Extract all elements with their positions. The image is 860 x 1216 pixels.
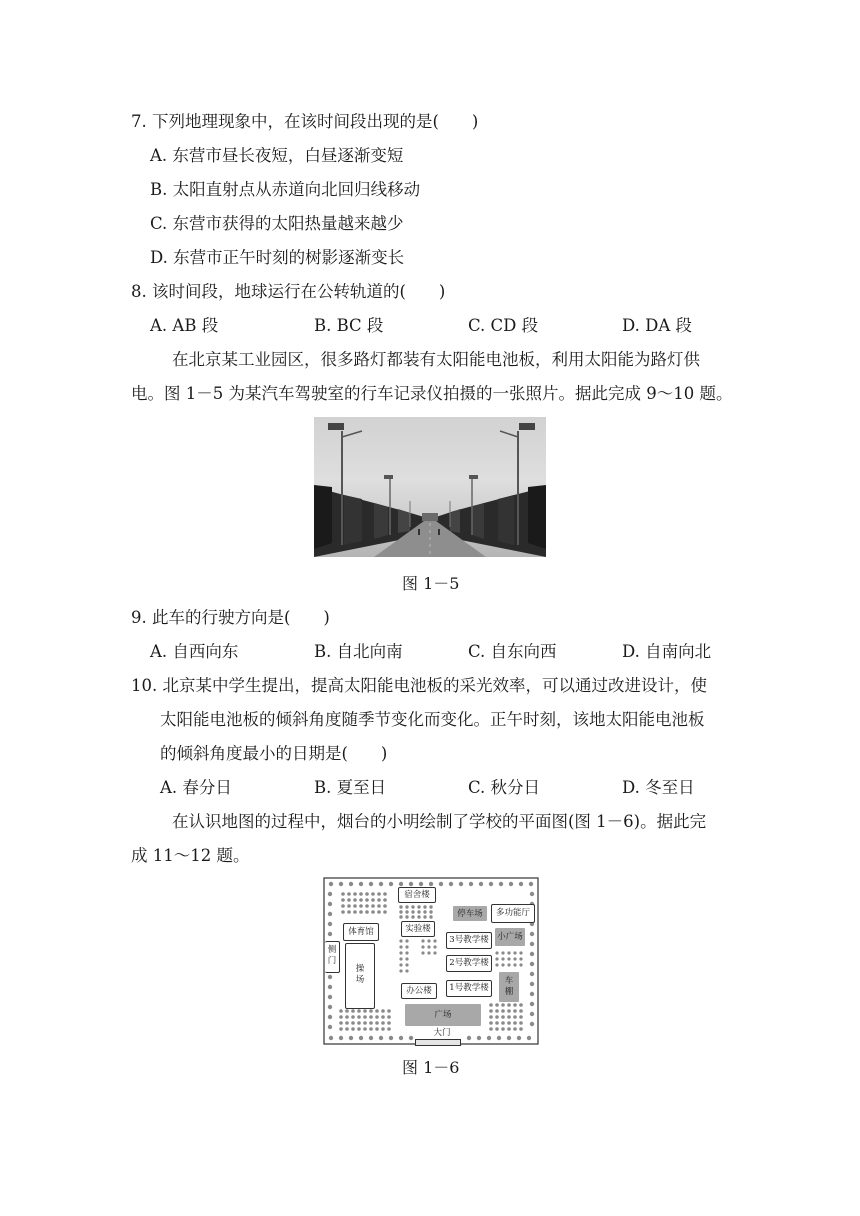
tree-dot	[479, 882, 483, 886]
question-9-option-c: C. 自东向西	[468, 642, 557, 661]
tree-dot	[347, 892, 351, 896]
tree-dot	[489, 1003, 493, 1007]
tree-dot	[379, 1036, 383, 1040]
tree-dot	[421, 945, 424, 948]
teaching-building-1	[446, 980, 492, 997]
tree-dot	[399, 1036, 403, 1040]
tree-dot	[507, 1009, 511, 1013]
tree-dot	[371, 904, 375, 908]
tree-dot	[371, 910, 375, 914]
tree-dot	[507, 1003, 511, 1007]
tree-dot	[347, 904, 351, 908]
tree-dot	[357, 1009, 361, 1013]
question-8-option-a: A. AB 段	[150, 316, 219, 335]
question-10-option-c: C. 秋分日	[468, 778, 541, 797]
tree-dot	[495, 1027, 499, 1031]
tree-dot	[328, 922, 332, 926]
tree-dot	[347, 910, 351, 914]
tree-dot	[369, 1009, 373, 1013]
tree-dot	[519, 957, 522, 960]
tree-dot	[530, 1012, 534, 1016]
tree-dot	[423, 910, 426, 913]
tree-dot	[513, 1021, 517, 1025]
question-8-option-c: C. CD 段	[468, 316, 539, 335]
tree-dot	[513, 1009, 517, 1013]
tree-dot	[507, 1036, 511, 1040]
tree-dot	[507, 1015, 511, 1019]
tree-dot	[429, 905, 432, 908]
question-7-stem: 7. 下列地理现象中，在该时间段出现的是( )	[131, 112, 479, 131]
teaching-building-2-label: 2号教学楼	[449, 958, 489, 968]
tree-dot	[339, 882, 343, 886]
tree-dot	[353, 892, 357, 896]
tree-dot	[365, 904, 369, 908]
tree-dot	[381, 1015, 385, 1019]
tree-dot	[399, 939, 402, 942]
question-10-stem-line-2: 太阳能电池板的倾斜角度随季节变化而变化。正午时刻，该地太阳能电池板	[160, 710, 705, 729]
tree-dot	[530, 1022, 534, 1026]
tree-dot	[519, 1015, 523, 1019]
question-9-option-b: B. 自北向南	[314, 642, 403, 661]
tree-dot	[489, 882, 493, 886]
tree-dot	[507, 1027, 511, 1031]
tree-dot	[405, 957, 408, 960]
tree-dot	[363, 1009, 367, 1013]
tree-dot	[411, 910, 414, 913]
tree-dot	[513, 951, 516, 954]
tree-dot	[530, 942, 534, 946]
tree-dot	[351, 1027, 355, 1031]
bike-shed	[499, 972, 519, 1002]
tree-dot	[357, 1015, 361, 1019]
tree-dot	[381, 1021, 385, 1025]
tree-dot	[495, 957, 498, 960]
tree-dot	[495, 1021, 499, 1025]
tree-dot	[375, 1015, 379, 1019]
school-plan-map	[323, 877, 539, 1045]
tree-dot	[328, 995, 332, 999]
tree-dot	[375, 1009, 379, 1013]
tree-dot	[389, 1036, 393, 1040]
tree-dot	[530, 962, 534, 966]
tree-dot	[501, 1027, 505, 1031]
tree-dot	[501, 1003, 505, 1007]
tree-dot	[499, 882, 503, 886]
tree-dot	[399, 945, 402, 948]
tree-dot	[329, 1036, 333, 1040]
tree-dot	[377, 904, 381, 908]
tree-dot	[383, 892, 387, 896]
gymnasium	[343, 923, 379, 941]
tree-dot	[328, 912, 332, 916]
tree-dot	[399, 915, 402, 918]
multipurpose-hall	[491, 904, 535, 923]
tree-dot	[387, 1021, 391, 1025]
tree-dot	[489, 1021, 493, 1025]
figure-1-5-caption: 图 1－5	[402, 574, 460, 593]
tree-dot	[328, 975, 332, 979]
tree-dot	[328, 932, 332, 936]
tree-dot	[417, 910, 420, 913]
tree-dot	[377, 892, 381, 896]
multipurpose-hall-label: 多功能厅	[495, 908, 530, 918]
teaching-building-3-label: 3号教学楼	[449, 935, 489, 945]
tree-dot	[377, 898, 381, 902]
question-7-option-a: A. 东营市昼长夜短，白昼逐渐变短	[150, 146, 404, 165]
tree-dot	[359, 910, 363, 914]
tree-dot	[387, 1027, 391, 1031]
tree-dot	[419, 882, 423, 886]
tree-dot	[383, 898, 387, 902]
tree-dot	[345, 1027, 349, 1031]
tree-dot	[328, 985, 332, 989]
question-10-stem-line-1: 10. 北京某中学生提出，提高太阳能电池板的采光效率，可以通过改进设计，使	[131, 676, 707, 695]
tree-dot	[467, 1036, 471, 1040]
question-8-option-b: B. BC 段	[314, 316, 384, 335]
tree-dot	[387, 1015, 391, 1019]
tree-dot	[399, 957, 402, 960]
tree-dot	[365, 898, 369, 902]
playground-label: 操场	[355, 964, 365, 985]
tree-dot	[489, 1015, 493, 1019]
tree-dot	[417, 915, 420, 918]
tree-dot	[429, 882, 433, 886]
tree-dot	[507, 1021, 511, 1025]
dormitory-building	[398, 887, 436, 903]
tree-dot	[359, 1036, 363, 1040]
office-building	[401, 983, 437, 999]
tree-dot	[513, 1003, 517, 1007]
tree-dot	[328, 892, 332, 896]
tree-dot	[329, 882, 333, 886]
tree-dot	[405, 969, 408, 972]
tree-dot	[405, 905, 408, 908]
tree-dot	[530, 932, 534, 936]
tree-dot	[359, 904, 363, 908]
question-10-option-a: A. 春分日	[160, 778, 232, 797]
tree-dot	[381, 1009, 385, 1013]
tree-dot	[527, 1036, 531, 1040]
street-lamp-photo	[314, 417, 546, 557]
tree-dot	[433, 951, 436, 954]
question-9-option-a: A. 自西向东	[150, 642, 239, 661]
passage-2-line-2: 成 11～12 题。	[131, 846, 250, 865]
tree-dot	[507, 951, 510, 954]
tree-dot	[495, 1015, 499, 1019]
passage-1-line-1: 在北京某工业园区，很多路灯都装有太阳能电池板，利用太阳能为路灯供	[172, 350, 700, 369]
tree-dot	[383, 904, 387, 908]
lab-building-label: 实验楼	[405, 924, 431, 934]
playground	[345, 943, 375, 1009]
tree-dot	[421, 939, 424, 942]
tree-dot	[399, 963, 402, 966]
question-7-option-c: C. 东营市获得的太阳热量越来越少	[150, 214, 404, 233]
tree-dot	[501, 963, 504, 966]
tree-dot	[359, 892, 363, 896]
tree-dot	[501, 957, 504, 960]
tree-dot	[347, 898, 351, 902]
tree-dot	[519, 1021, 523, 1025]
tree-dot	[507, 957, 510, 960]
tree-dot	[530, 992, 534, 996]
tree-dot	[345, 1009, 349, 1013]
tree-dot	[411, 905, 414, 908]
tree-dot	[429, 915, 432, 918]
tree-dot	[379, 882, 383, 886]
tree-dot	[519, 951, 522, 954]
tree-dot	[353, 898, 357, 902]
main-gate	[415, 1039, 461, 1046]
tree-dot	[513, 963, 516, 966]
tree-dot	[341, 910, 345, 914]
tree-dot	[399, 969, 402, 972]
tree-dot	[328, 1015, 332, 1019]
tree-dot	[487, 1036, 491, 1040]
question-7-option-d: D. 东营市正午时刻的树影逐渐变长	[150, 248, 405, 267]
tree-dot	[469, 882, 473, 886]
tree-dot	[359, 882, 363, 886]
tree-dot	[328, 1025, 332, 1029]
question-8-option-d: D. DA 段	[622, 316, 693, 335]
tree-dot	[459, 882, 463, 886]
tree-dot	[383, 910, 387, 914]
tree-dot	[399, 910, 402, 913]
tree-dot	[513, 1015, 517, 1019]
dormitory-label: 宿舍楼	[404, 890, 430, 900]
tree-dot	[375, 1021, 379, 1025]
tree-dot	[405, 963, 408, 966]
tree-dot	[339, 1009, 343, 1013]
tree-dot	[519, 882, 523, 886]
tree-dot	[501, 951, 504, 954]
tree-dot	[351, 1015, 355, 1019]
tree-dot	[509, 882, 513, 886]
tree-dot	[328, 902, 332, 906]
tree-dot	[399, 905, 402, 908]
tree-dot	[387, 1009, 391, 1013]
question-9-stem: 9. 此车的行驶方向是( )	[131, 608, 330, 627]
tree-dot	[369, 1027, 373, 1031]
office-building-label: 办公楼	[406, 986, 432, 996]
question-9-option-d: D. 自南向北	[622, 642, 712, 661]
tree-dot	[341, 898, 345, 902]
tree-dot	[433, 939, 436, 942]
parking-label: 停车场	[457, 909, 483, 919]
tree-dot	[495, 951, 498, 954]
tree-dot	[517, 1036, 521, 1040]
side-gate	[325, 941, 340, 973]
tree-dot	[405, 939, 408, 942]
tree-dot	[507, 963, 510, 966]
side-gate-label: 侧门	[327, 945, 337, 966]
tree-dot	[501, 1009, 505, 1013]
tree-dot	[375, 1027, 379, 1031]
lab-building	[401, 921, 435, 937]
tree-dot	[405, 951, 408, 954]
tree-dot	[369, 1021, 373, 1025]
tree-dot	[369, 1036, 373, 1040]
tree-dot	[439, 882, 443, 886]
tree-dot	[427, 939, 430, 942]
tree-dot	[495, 963, 498, 966]
tree-dot	[341, 892, 345, 896]
tree-dot	[409, 882, 413, 886]
teaching-building-3	[446, 932, 492, 949]
tree-dot	[359, 898, 363, 902]
tree-dot	[339, 1015, 343, 1019]
parking-lot	[453, 906, 487, 921]
tree-dot	[519, 1027, 523, 1031]
teaching-building-2	[446, 955, 492, 972]
main-square	[405, 1004, 481, 1026]
tree-dot	[357, 1021, 361, 1025]
street-photo-drawing	[314, 417, 546, 557]
tree-dot	[353, 910, 357, 914]
bike-shed-label: 车棚	[504, 976, 514, 997]
tree-dot	[495, 1003, 499, 1007]
tree-dot	[369, 882, 373, 886]
tree-dot	[449, 882, 453, 886]
tree-dot	[519, 1009, 523, 1013]
tree-dot	[371, 892, 375, 896]
tree-dot	[423, 915, 426, 918]
tree-dot	[399, 882, 403, 886]
tree-dot	[349, 1036, 353, 1040]
tree-dot	[495, 1009, 499, 1013]
question-10-option-d: D. 冬至日	[622, 778, 695, 797]
tree-dot	[501, 1015, 505, 1019]
tree-dot	[381, 1027, 385, 1031]
tree-dot	[489, 1009, 493, 1013]
tree-dot	[405, 945, 408, 948]
passage-2-line-1: 在认识地图的过程中，烟台的小明绘制了学校的平面图(图 1－6)。据此完	[172, 812, 707, 831]
tree-dot	[409, 1036, 413, 1040]
tree-dot	[417, 905, 420, 908]
tree-dot	[433, 945, 436, 948]
question-7-option-b: B. 太阳直射点从赤道向北回归线移动	[150, 180, 421, 199]
question-8-stem: 8. 该时间段，地球运行在公转轨道的( )	[131, 282, 446, 301]
tree-dot	[519, 963, 522, 966]
tree-dot	[351, 1021, 355, 1025]
tree-dot	[529, 882, 533, 886]
tree-dot	[497, 1036, 501, 1040]
figure-1-6-caption: 图 1－6	[402, 1058, 460, 1077]
tree-dot	[345, 1021, 349, 1025]
tree-dot	[411, 915, 414, 918]
tree-dot	[513, 1027, 517, 1031]
tree-dot	[351, 1009, 355, 1013]
tree-dot	[405, 910, 408, 913]
tree-dot	[399, 951, 402, 954]
tree-dot	[365, 910, 369, 914]
main-gate-label: 大门	[433, 1028, 451, 1038]
small-square	[495, 928, 525, 946]
tree-dot	[530, 972, 534, 976]
tree-dot	[363, 1015, 367, 1019]
tree-dot	[477, 1036, 481, 1040]
tree-dot	[339, 1027, 343, 1031]
tree-dot	[363, 1027, 367, 1031]
tree-dot	[365, 892, 369, 896]
passage-1-line-2: 电。图 1－5 为某汽车驾驶室的行车记录仪拍摄的一张照片。据此完成 9～10 题。	[131, 384, 733, 403]
tree-dot	[389, 882, 393, 886]
tree-dot	[530, 982, 534, 986]
teaching-building-1-label: 1号教学楼	[449, 983, 489, 993]
tree-dot	[369, 1015, 373, 1019]
tree-dot	[339, 1036, 343, 1040]
question-10-option-b: B. 夏至日	[314, 778, 387, 797]
tree-dot	[501, 1021, 505, 1025]
tree-dot	[530, 892, 534, 896]
question-10-stem-line-3: 的倾斜角度最小的日期是( )	[160, 744, 388, 763]
tree-dot	[427, 951, 430, 954]
tree-dot	[339, 1021, 343, 1025]
tree-dot	[519, 1003, 523, 1007]
tree-dot	[421, 951, 424, 954]
tree-dot	[349, 882, 353, 886]
tree-dot	[377, 910, 381, 914]
tree-dot	[353, 904, 357, 908]
tree-dot	[341, 904, 345, 908]
tree-dot	[363, 1021, 367, 1025]
tree-dot	[427, 945, 430, 948]
main-square-label: 广场	[434, 1010, 452, 1020]
small-square-label: 小广场	[497, 932, 523, 942]
tree-dot	[328, 1005, 332, 1009]
tree-dot	[357, 1027, 361, 1031]
tree-dot	[405, 915, 408, 918]
tree-dot	[489, 1027, 493, 1031]
tree-dot	[530, 952, 534, 956]
tree-dot	[423, 905, 426, 908]
tree-dot	[429, 910, 432, 913]
tree-dot	[530, 1002, 534, 1006]
tree-dot	[371, 898, 375, 902]
tree-dot	[345, 1015, 349, 1019]
gymnasium-label: 体育馆	[348, 927, 374, 937]
tree-dot	[513, 957, 516, 960]
